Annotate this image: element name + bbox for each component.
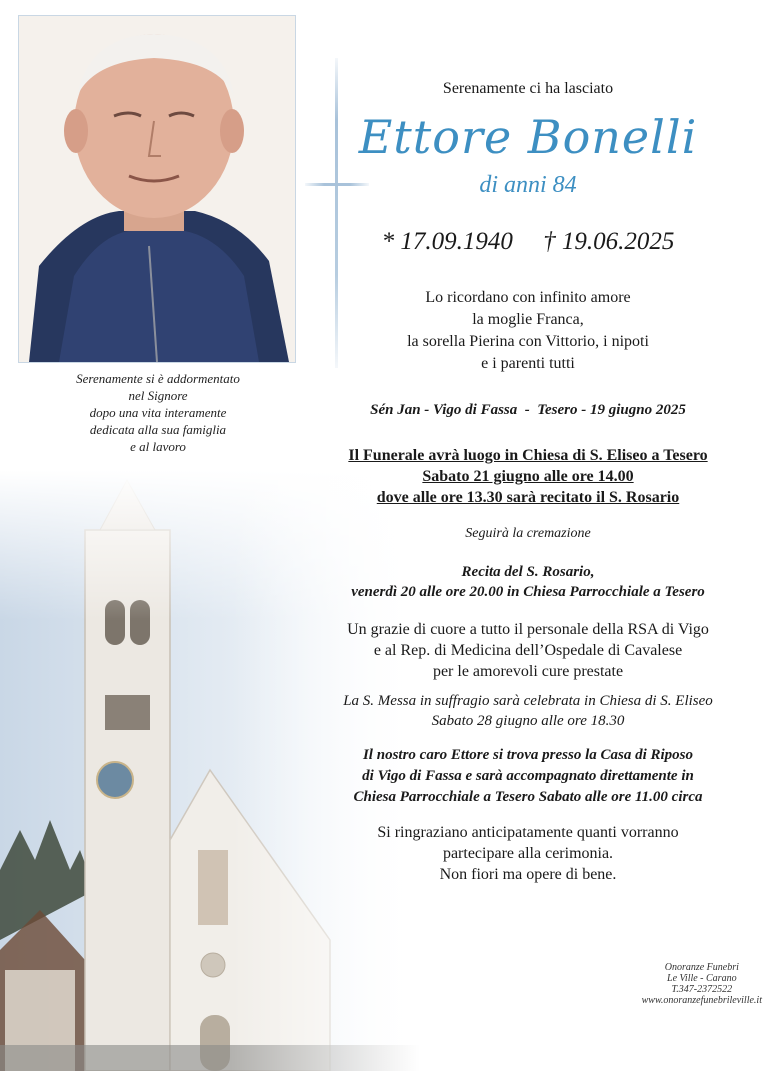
deceased-name: Ettore Bonelli [358, 110, 698, 164]
thanks-line: per le amorevoli cure prestate [432, 663, 624, 680]
left-caption-line: dedicata alla sua famiglia [89, 422, 227, 437]
closing-line: Non fiori ma opere di bene. [439, 866, 617, 883]
mourners-line: la sorella Pierina con Vittorio, i nipoti [407, 333, 649, 350]
agency-website[interactable]: www.onoranzefunebrileville.it [641, 995, 762, 1006]
left-caption-line: e al lavoro [130, 439, 186, 454]
rosary-line: Recita del S. Rosario, [461, 564, 595, 580]
funeral-agency-info [582, 962, 762, 1006]
left-caption-line: dopo una vita interamente [89, 405, 227, 420]
portrait-illustration [19, 16, 295, 362]
thanks-line: Un grazie di cuore a tutto il personale della RSA di Vigo [347, 621, 709, 638]
life-dates [300, 228, 756, 256]
note-line: Il nostro caro Ettore si trova presso la Casa di Riposo [362, 747, 694, 763]
closing-line: partecipare alla cerimonia. [442, 845, 614, 862]
death-date: † 19.06.2025 [543, 228, 675, 255]
thanks-text [300, 619, 756, 682]
funeral-line: Sabato 21 giugno alle ore 14.00 [422, 468, 634, 485]
mourners-list [300, 287, 756, 375]
deceased-age: di anni 84 [479, 172, 577, 198]
mourners-line: la moglie Franca, [472, 311, 584, 328]
mass-line: Sabato 28 giugno alle ore 18.30 [431, 713, 625, 729]
agency-location: Le Ville - Carano [667, 973, 737, 984]
rosary-info [300, 562, 756, 602]
agency-phone: T.347-2372522 [671, 984, 733, 995]
mass-line: La S. Messa in suffragio sarà celebrata in Chiesa di S. Eliseo [343, 693, 713, 709]
note-line: di Vigo di Fassa e sarà accompagnato direttamente in [362, 768, 694, 784]
intro-text: Serenamente ci ha lasciato [442, 80, 614, 97]
portrait-photo [18, 15, 296, 363]
rest-home-note [300, 745, 756, 808]
mourners-line: Lo ricordano con infinito amore [425, 289, 631, 306]
agency-name: Onoranze Funebri [664, 962, 739, 973]
place-date: Sén Jan - Vigo di Fassa - Tesero - 19 giugno 2025 [370, 402, 686, 418]
rosary-line: venerdì 20 alle ore 20.00 in Chiesa Parrocchiale a Tesero [351, 584, 705, 600]
cremation-note: Seguirà la cremazione [465, 526, 591, 541]
funeral-line: dove alle ore 13.30 sarà recitato il S. Rosario [376, 489, 680, 506]
closing-line: Si ringraziano anticipatamente quanti vorranno [377, 824, 679, 841]
left-caption-line: Serenamente si è addormentato [76, 371, 240, 386]
funeral-line: Il Funerale avrà luogo in Chiesa di S. Eliseo a Tesero [348, 447, 708, 464]
left-caption-line: nel Signore [128, 388, 188, 403]
note-line: Chiesa Parrocchiale a Tesero Sabato alle ore 11.00 circa [353, 789, 703, 805]
thanks-line: e al Rep. di Medicina dell’Ospedale di Cavalese [373, 642, 683, 659]
mass-info [300, 691, 756, 731]
mourners-line: e i parenti tutti [481, 355, 575, 372]
closing-text [300, 822, 756, 885]
funeral-info [300, 445, 756, 508]
birth-date: * 17.09.1940 [381, 228, 513, 255]
left-caption [18, 370, 298, 455]
